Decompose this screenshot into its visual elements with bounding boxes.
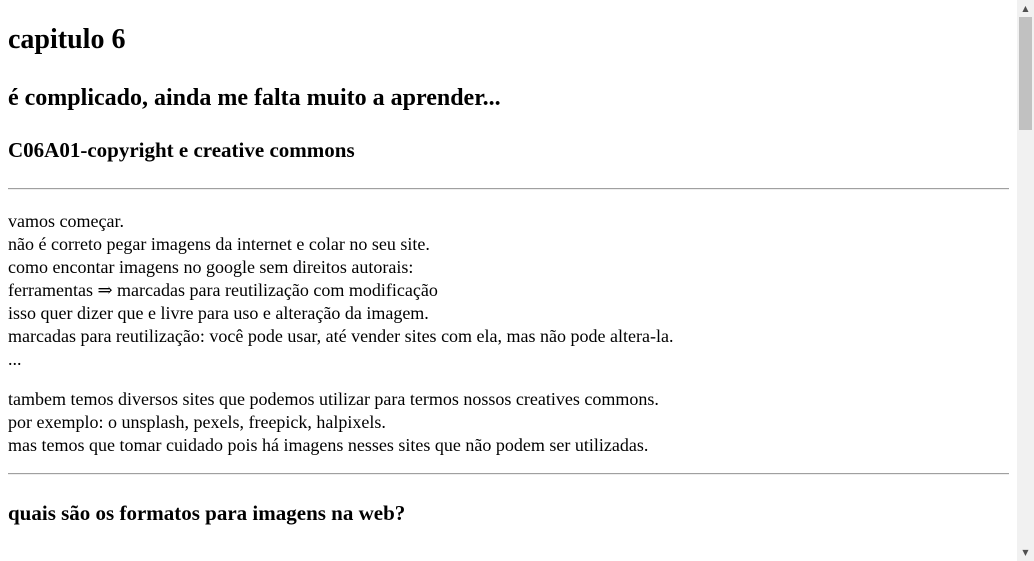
text-line: como encontar imagens no google sem direitos autorais: — [8, 257, 414, 277]
text-line: por exemplo: o unsplash, pexels, freepick, halpixels. — [8, 412, 386, 432]
paragraph-copyright — [8, 210, 1009, 371]
divider-top — [8, 188, 1009, 190]
divider-bottom — [8, 473, 1009, 475]
section-heading: C06A01-copyright e creative commons — [8, 138, 355, 162]
subtitle-heading: é complicado, ainda me falta muito a aprender... — [8, 85, 501, 111]
formats-heading: quais são os formatos para imagens na web? — [8, 501, 406, 525]
text-line: ... — [8, 349, 22, 369]
triangle-down-icon[interactable]: ▼ — [1022, 548, 1029, 557]
text-line: ferramentas ⇒ marcadas para reutilização com modificação — [8, 280, 438, 300]
chapter-heading: capitulo 6 — [8, 24, 126, 55]
text-line: mas temos que tomar cuidado pois há imagens nesses sites que não podem ser utilizadas. — [8, 435, 649, 455]
text-line: tambem temos diversos sites que podemos utilizar para termos nossos creatives commons. — [8, 389, 659, 409]
triangle-up-icon[interactable]: ▲ — [1022, 4, 1029, 13]
text-line: marcadas para reutilização: você pode usar, até vender sites com ela, mas não pode altera-la. — [8, 326, 674, 346]
vertical-scrollbar[interactable] — [1017, 0, 1034, 561]
text-line: isso quer dizer que e livre para uso e alteração da imagem. — [8, 303, 429, 323]
text-line: não é correto pegar imagens da internet e colar no seu site. — [8, 234, 430, 254]
paragraph-sites — [8, 388, 1009, 457]
scrollbar-thumb[interactable] — [1019, 17, 1032, 130]
text-line: vamos começar. — [8, 211, 124, 231]
